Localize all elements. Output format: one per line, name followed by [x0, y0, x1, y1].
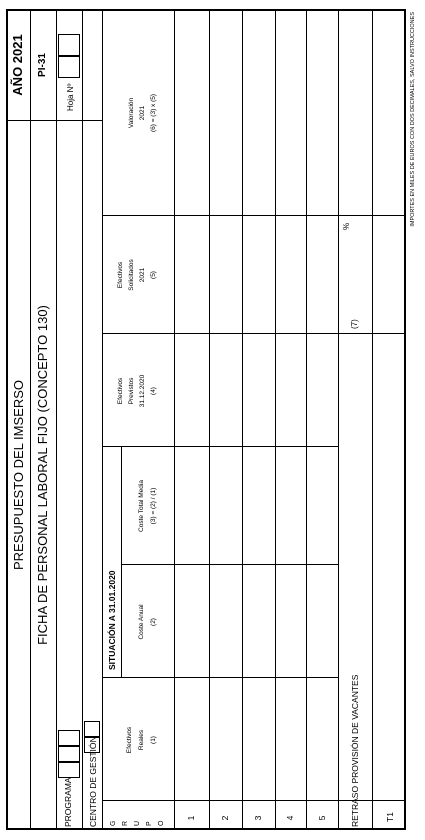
sheet-label: Hoja Nº: [66, 83, 75, 111]
divider: [56, 9, 57, 830]
retraso-label: RETRASO PROVISIÓN DE VACANTES: [350, 674, 360, 827]
programa-code-box[interactable]: [58, 746, 80, 762]
col-efectivos-reales: Reales: [138, 729, 145, 751]
col-coste-total-media: (3) = (2) / (1): [150, 487, 157, 525]
col-valoracion: 2021: [139, 105, 146, 121]
divider: [82, 9, 83, 830]
form-title: PRESUPUESTO DEL IMSERSO: [11, 380, 26, 570]
divider: [275, 9, 276, 830]
form-frame: [6, 9, 406, 830]
col-efectivos-previstos: 31.12.2020: [139, 374, 146, 408]
grupo-letter: P: [146, 821, 153, 826]
col-efectivos-reales: (1): [150, 736, 157, 744]
row-number: 4: [285, 815, 295, 821]
col-efectivos-previstos: Efectivos: [117, 377, 124, 405]
col-efectivos-solicitados: 2021: [139, 267, 146, 283]
sheet-number-box[interactable]: [58, 34, 80, 56]
divider: [174, 9, 175, 830]
col-coste-anual: (2): [150, 618, 157, 626]
divider: [209, 9, 210, 830]
col-efectivos-solicitados: Efectivos: [117, 261, 124, 289]
centro-code-box[interactable]: [84, 721, 100, 737]
divider: [6, 120, 102, 121]
grupo-letter: R: [122, 820, 129, 826]
divider: [102, 215, 406, 216]
divider: [102, 333, 406, 334]
col-valoracion: Valoración: [128, 97, 135, 129]
programa-code-box[interactable]: [58, 730, 80, 746]
col-efectivos-solicitados: (5): [150, 271, 157, 279]
retraso-percent: %: [342, 222, 351, 230]
centro-code-box[interactable]: [84, 737, 100, 753]
divider: [102, 446, 338, 447]
total-label: T1: [385, 812, 395, 822]
col-efectivos-previstos: (4): [150, 387, 157, 395]
col-valoracion: (6) = (3) x (5): [150, 93, 157, 133]
divider: [102, 9, 103, 830]
grupo-letter: O: [158, 820, 165, 826]
form-year: AÑO 2021: [10, 34, 25, 96]
retraso-ref: (7): [350, 319, 359, 329]
programa-code-box[interactable]: [58, 762, 80, 778]
form-subtitle: FICHA DE PERSONAL LABORAL FIJO (CONCEPTO 130): [35, 305, 50, 645]
situacion-header: SITUACIÓN A 31.01.2020: [107, 570, 117, 670]
divider: [338, 9, 339, 830]
col-efectivos-solicitados: Solicitados: [128, 259, 135, 291]
divider: [121, 564, 338, 565]
divider: [242, 9, 243, 830]
divider: [102, 677, 338, 678]
divider: [372, 9, 373, 830]
grupo-letter: G: [110, 820, 117, 826]
row-number: 1: [186, 815, 196, 821]
divider: [102, 800, 406, 801]
col-efectivos-previstos: Previstos: [128, 377, 135, 405]
footnote: IMPORTES EN MILES DE EUROS CON DOS DECIMALES, SALVO INSTRUCCIONES: [410, 12, 416, 227]
sheet-number-box[interactable]: [58, 56, 80, 78]
row-number: 2: [220, 815, 230, 821]
grupo-letter: U: [134, 820, 141, 826]
centro-label: CENTRO DE GESTIÓN: [88, 736, 98, 827]
col-coste-anual: Coste Anual: [138, 604, 145, 640]
programa-label: PROGRAMA: [63, 777, 73, 827]
divider: [121, 447, 122, 678]
col-efectivos-reales: Efectivos: [126, 726, 133, 754]
divider: [30, 9, 31, 830]
form-code: PI-31: [37, 53, 48, 77]
col-coste-total-media: Coste Total Media: [138, 480, 145, 532]
row-number: 5: [317, 815, 327, 821]
row-number: 3: [253, 815, 263, 821]
divider: [306, 9, 307, 830]
